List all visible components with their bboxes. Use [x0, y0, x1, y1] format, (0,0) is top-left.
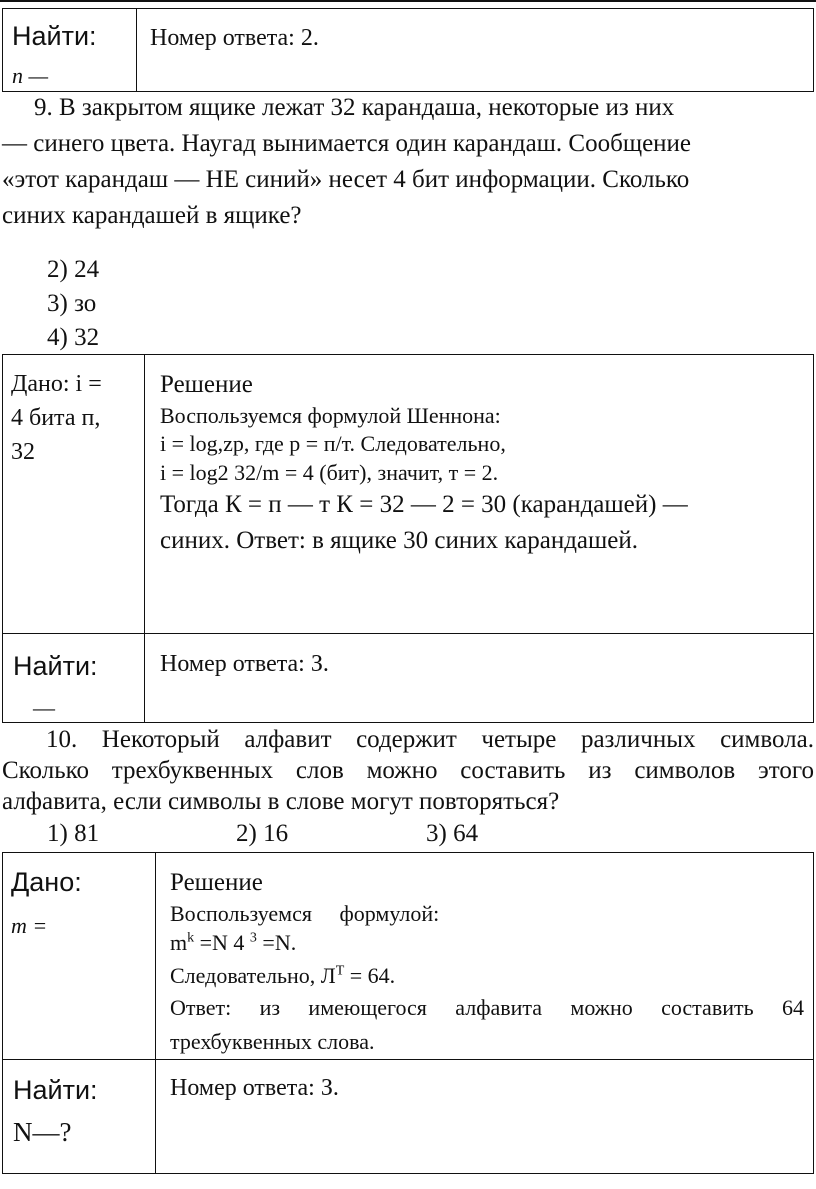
question-9-text [2, 90, 814, 234]
find-variable: — [33, 695, 55, 720]
solution-title: Решение [170, 869, 263, 896]
answer-text: Номер ответа: З. [160, 651, 329, 677]
find-label: Найти: [13, 651, 98, 681]
question-9-line: «этот карандаш — НЕ синий» несет 4 бит информации. Сколько [2, 166, 690, 193]
formula-superscript: 3 [249, 930, 257, 946]
formula-part: =N 4 [194, 930, 250, 955]
word: символов [634, 757, 736, 784]
question-10-line [2, 755, 814, 786]
solution-line: Воспользуемся формулой: [170, 901, 440, 926]
column-divider [136, 9, 137, 91]
formula-superscript: Т [335, 963, 345, 979]
table-task8-find [2, 8, 814, 92]
word: составить [460, 757, 566, 784]
formula-part: Следовательно, Л [170, 963, 336, 988]
formula-part: = 64. [344, 963, 396, 988]
word: алфавит [244, 726, 332, 753]
question-10-text [2, 724, 814, 817]
question-9-line: синих карандашей в ящике? [2, 202, 302, 229]
word: 64 [781, 995, 804, 1020]
find-label: Найти: [12, 21, 97, 51]
find-variable: n — [12, 63, 49, 88]
word: алфавита [455, 995, 543, 1020]
word: содержит [356, 726, 457, 753]
given-label: Дано: [11, 867, 82, 897]
formula-superscript: k [187, 930, 195, 946]
answer-option: 3) 64 [426, 820, 479, 847]
given-variable: m = [11, 913, 48, 938]
answer-text: Номер ответа: 2. [150, 25, 319, 51]
solution-line: Воспользуемся формулой Шеннона: [160, 403, 501, 428]
question-9-line: 9. В закрытом ящике лежат 32 карандаша, некоторые из них [34, 94, 675, 121]
word: символа. [720, 726, 814, 753]
word: из [588, 757, 612, 784]
formula-part: =N. [256, 930, 297, 955]
solution-line: синих. Ответ: в ящике 30 синих карандашей. [160, 527, 639, 554]
solution-line [170, 963, 395, 989]
word: различных [580, 726, 696, 753]
table-task9 [2, 354, 814, 723]
solution-title: Решение [160, 371, 253, 398]
solution-line: i = log,zp, где р = п/т. Следовательно, [160, 431, 506, 456]
row-divider [3, 1059, 813, 1060]
word: из [259, 995, 281, 1020]
solution-line [170, 930, 296, 956]
word: имеющегося [308, 995, 427, 1020]
top-rule [0, 0, 816, 2]
answer-option: 4) 32 [47, 324, 100, 351]
formula-part: m [170, 930, 188, 955]
solution-line: трехбуквенных слова. [170, 1029, 375, 1054]
column-divider [155, 853, 156, 1173]
word: слов [295, 757, 344, 784]
find-variable: N—? [13, 1117, 72, 1147]
answer-text: Номер ответа: З. [170, 1075, 339, 1101]
solution-line: i = log2 32/m = 4 (бит), значит, т = 2. [160, 460, 499, 485]
table-task10 [2, 852, 814, 1174]
answer-option: 1) 81 [47, 820, 100, 847]
word: Ответ: [170, 995, 232, 1020]
solution-line: Тогда К = п — т К = 32 — 2 = 30 (карандашей) — [160, 491, 688, 518]
row-divider [3, 633, 813, 634]
question-10-line [2, 724, 814, 755]
given-text: 4 бита п, [11, 405, 101, 431]
word: трехбуквенных [111, 757, 274, 784]
word: можно [570, 995, 633, 1020]
question-9-line: — синего цвета. Наугад вынимается один карандаш. Сообщение [2, 130, 692, 157]
word: составить [661, 995, 754, 1020]
word: 10. [46, 726, 78, 753]
word: четыре [481, 726, 557, 753]
solution-line [170, 995, 804, 1021]
answer-option: 2) 24 [47, 256, 100, 283]
word: Некоторый [101, 726, 220, 753]
given-text: 32 [11, 439, 35, 465]
word: этого [758, 757, 814, 784]
word: Сколько [2, 757, 89, 784]
find-label: Найти: [13, 1075, 98, 1105]
word: можно [366, 757, 438, 784]
answer-option: 2) 16 [236, 820, 289, 847]
given-text: Дано: i = [11, 371, 102, 397]
answer-option: 3) зо [47, 290, 97, 317]
question-10-line: алфавита, если символы в слове могут повторяться? [2, 788, 560, 815]
column-divider [144, 355, 145, 722]
